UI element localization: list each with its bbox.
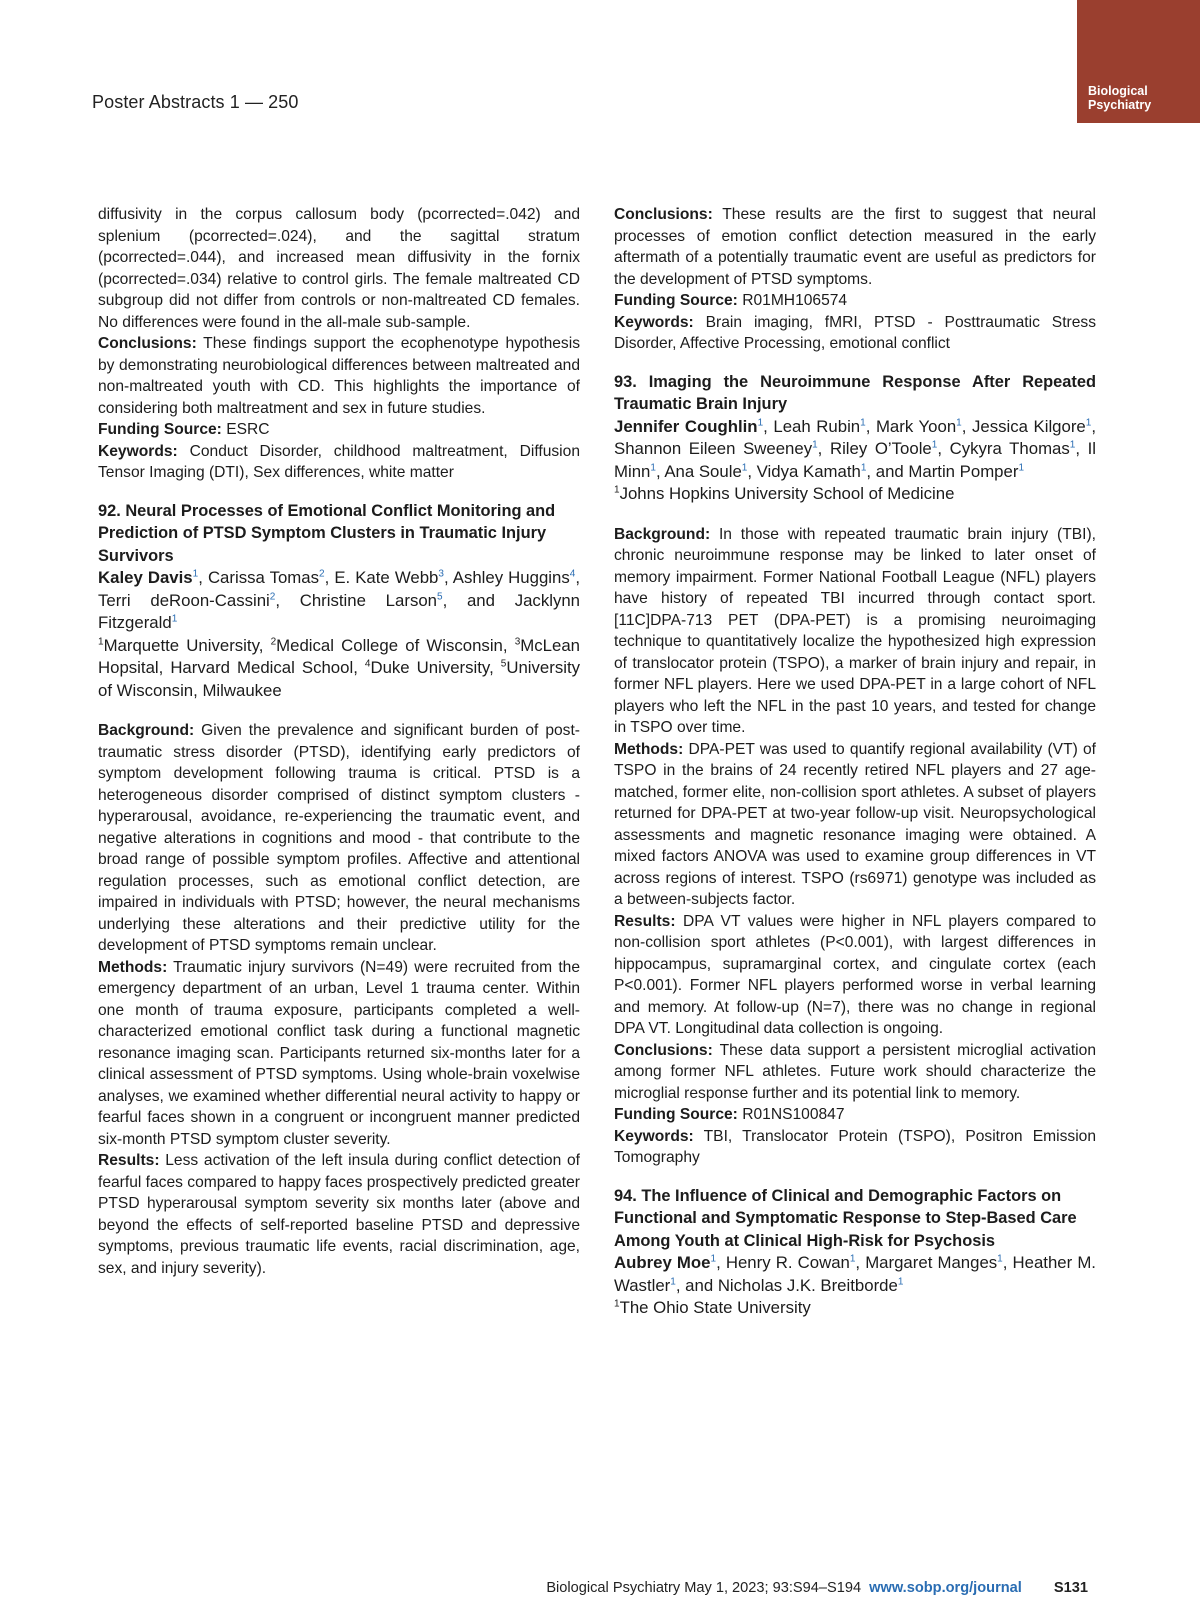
methods-text: DPA-PET was used to quantify regional availability (VT) of TSPO in the brains of 24 recently retired NFL players and 27 age-matched, former elite, non-collision sport athletes. A subset of players returned for DPA-PET at two-year follow-up visit. Neuropsychological assessments and magnetic resonance imaging were obtained. A mixed factors ANOVA was used to examine group differences in VT across regions of interest. TSPO (rs6971) genotype was included as a between-subjects factor. (614, 740, 1096, 908)
author-affiliation-marker: 1 (171, 613, 178, 625)
author-affiliation-marker: 1 (1018, 461, 1024, 473)
author-affiliation-marker: 3 (438, 568, 444, 580)
author-name: , Leah Rubin (763, 416, 861, 436)
footer-citation: Biological Psychiatry May 1, 2023; 93:S94–S194 (546, 1580, 862, 1596)
author-affiliation-marker: 1 (897, 1275, 904, 1287)
continuation-paragraph: diffusivity in the corpus callosum body (pcorrected=.042) and splenium (pcorrected=.024), and the sagittal stratum (pcorrected=.044), and increased mean diffusivity in the fornix (pcorrected=.034) relative to control girls. The female maltreated CD subgroup did not differ from controls or non-maltreated CD females. No differences were found in the all-male sub-sample. (98, 206, 580, 331)
abstract-92-methods (98, 957, 580, 1151)
abstract-92-first-author: Kaley Davis (98, 568, 193, 587)
author-name: , Mark Yoon (865, 416, 957, 436)
author-affiliation-marker: 1 (650, 461, 656, 473)
author-affiliation-marker: 1 (997, 1253, 1003, 1265)
journal-url-link[interactable]: www.sobp.org/journal (869, 1580, 1022, 1596)
keywords-label: Keywords: (614, 313, 694, 331)
conclusions-label: Conclusions: (614, 1041, 713, 1059)
abstract-92-keywords (614, 312, 1096, 355)
affiliation-marker: 5 (500, 658, 507, 670)
journal-brand-line1: Biological (1088, 84, 1148, 98)
affiliation-name: Marquette University, (103, 635, 271, 655)
page-footer (546, 1580, 1088, 1596)
abstract-92-affiliations (98, 635, 580, 703)
author-affiliation-marker: 1 (812, 439, 818, 451)
author-affiliation-marker: 1 (1085, 416, 1092, 428)
abstract-92-title: 92. Neural Processes of Emotional Conflict Monitoring and Prediction of PTSD Symptom Clusters in Traumatic Injury Survivors (98, 501, 556, 565)
author-name: , Cykyra Thomas (937, 439, 1070, 458)
abstract-93-authors: Jennifer Coughlin$^1$, Leah Rubin$^1$, Mark Yoon$^1$, Jessica Kilgore$^1$, Shannon Eileen Sweeney$^1$, Riley O’Toole$^1$, Cykyra Thomas$^1$, Il Minn$^1$, Ana Soule$^1$, Vidya Kamath$^1$, and Martin Pomper$^1$ (614, 416, 1097, 481)
author-name: , Christine Larson (275, 590, 437, 610)
author-name: , Margaret Manges (855, 1253, 998, 1272)
left-column (98, 204, 580, 1279)
author-affiliation-marker: 1 (860, 461, 867, 473)
funding-paragraph (98, 419, 580, 441)
abstract-93-first-author: Jennifer Coughlin (614, 416, 758, 436)
author-name: , and Nicholas J.K. Breitborde (675, 1275, 898, 1295)
keywords-label: Keywords: (614, 1127, 694, 1145)
keywords-text: TBI, Translocator Protein (TSPO), Positron Emission Tomography (614, 1127, 1096, 1166)
abstract-93-conclusions (614, 1040, 1096, 1105)
abstract-93-funding (614, 1104, 1096, 1126)
author-affiliation-marker: 1 (956, 416, 962, 428)
abstract-92-background (98, 720, 580, 957)
funding-label: Funding Source: (614, 1106, 738, 1123)
author-name: , E. Kate Webb (324, 568, 439, 587)
author-affiliation-marker: 1 (849, 1253, 856, 1265)
conclusions-text: These findings support the ecophenotype hypothesis by demonstrating neurobiological differences between maltreated and non-maltreated youth with CD. This highlights the importance of considering both maltreatment and sex in future studies. (98, 335, 580, 417)
author-affiliation-marker: 5 (437, 590, 443, 602)
author-affiliation-marker: 2 (319, 568, 325, 580)
abstract-92-funding (614, 290, 1096, 312)
background-label: Background: (98, 722, 195, 739)
affiliation-marker: 3 (514, 635, 521, 647)
page-number: S131 (1053, 1580, 1088, 1596)
affiliation-name: Medical College of Wisconsin, (276, 635, 515, 655)
abstract-92-authors: Kaley Davis$^1$, Carissa Tomas$^2$, E. Kate Webb$^3$, Ashley Huggins$^4$, Terri deRoon-Cassini$^2$, Christine Larson$^5$, and Jacklynn Fitzgerald$^1$ (98, 568, 580, 632)
results-text: DPA VT values were higher in NFL players compared to non-collision sport athletes (P<0.001), with largest differences in hippocampus, supramarginal cortex, and cingulate cortex (each P<0.001). Former NFL players performed worse in verbal learning and memory. At follow-up (N=7), there was no change in regional DPA VT. Longitudinal data collection is ongoing. (614, 912, 1096, 1037)
results-label: Results: (614, 912, 676, 930)
affiliation-name: Duke University, (370, 658, 501, 677)
funding-text: R01MH106574 (737, 292, 848, 309)
abstract-93-results (614, 911, 1096, 1040)
affiliation-name: University of Wisconsin, Milwaukee (98, 658, 580, 700)
abstract-94-first-author: Aubrey Moe (614, 1253, 711, 1272)
conclusions-label: Conclusions: (98, 335, 197, 352)
methods-label: Methods: (98, 958, 168, 976)
author-name: , Ana Soule (655, 461, 742, 481)
abstract-92-results (98, 1150, 580, 1279)
author-affiliation-marker: 1 (931, 439, 938, 451)
affiliation-marker: 1 (98, 635, 104, 647)
author-name: , and Jacklynn Fitzgerald (98, 590, 580, 632)
author-name: , Jessica Kilgore (961, 416, 1086, 436)
right-column (614, 204, 1096, 1320)
author-name: , Carissa Tomas (198, 568, 320, 587)
conclusions-paragraph (98, 333, 580, 419)
keywords-text: Conduct Disorder, childhood maltreatment, Diffusion Tensor Imaging (DTI), Sex differences, white matter (98, 442, 580, 481)
abstract-94-affiliation: $^1$The Ohio State University (614, 1298, 811, 1317)
author-affiliation-marker: 1 (741, 461, 748, 473)
background-text: Given the prevalence and significant burden of post-traumatic stress disorder (PTSD), identifying early predictors of symptom development following trauma is critical. PTSD is a heterogeneous disorder comprised of distinct symptom clusters - hyperarousal, avoidance, re-experiencing the traumatic event, and negative alterations in cognitions and mood - that contribute to the broad range of possible symptom profiles. Affective and attentional regulation processes, such as emotional conflict detection, are impaired in individuals with PTSD; however, the neural mechanisms underlying these alterations and their predictive utility for the development of PTSD symptoms remain unclear. (98, 722, 580, 954)
background-text: In those with repeated traumatic brain injury (TBI), chronic neuroimmune response may be linked to later onset of memory impairment. Former National Football League (NFL) players have history of repeated TBI incurred through contact sport. [11C]DPA-713 PET (DPA-PET) is a promising neuroimaging technique to quantitatively localize the hypothesized high expression of translocator protein (TSPO), a marker of brain injury and repair, in former NFL players. Here we used DPA-PET in a large cohort of NFL players who left the NFL in the past 10 years, and tested for change in TSPO over time. (614, 525, 1096, 736)
abstract-94-authors: Aubrey Moe$^1$, Henry R. Cowan$^1$, Margaret Manges$^1$, Heather M. Wastler$^1$, and Nicholas J.K. Breitborde$^1$ (614, 1253, 1096, 1295)
author-name: , Il Minn (614, 439, 1097, 481)
conclusions-label: Conclusions: (614, 206, 713, 223)
author-name: , Terri deRoon-Cassini (98, 568, 580, 610)
funding-label: Funding Source: (98, 421, 222, 438)
author-affiliation-marker: 1 (670, 1275, 676, 1287)
author-name: , and Martin Pomper (866, 461, 1019, 481)
results-text: Less activation of the left insula during conflict detection of fearful faces compared to happy faces prospectively predicted greater PTSD hyperarousal symptom severity six months later (above and beyond the effects of self-reported baseline PTSD and depressive symptoms, previous traumatic life events, racial discrimination, age, sex, and injury severity). (98, 1152, 580, 1277)
author-affiliation-marker: 1 (1069, 439, 1076, 451)
journal-brand-tab (1077, 0, 1200, 123)
keywords-text: Brain imaging, fMRI, PTSD - Posttraumatic Stress Disorder, Affective Processing, emotional conflict (614, 313, 1096, 352)
conclusions-text: These data support a persistent microglial activation among former NFL athletes. Future work should characterize the microglial response further and its potential link to memory. (614, 1041, 1096, 1102)
abstract-93-affiliation: $^1$Johns Hopkins University School of Medicine (614, 484, 955, 503)
keywords-paragraph (98, 441, 580, 484)
abstract-94-title: 94. The Influence of Clinical and Demographic Factors on Functional and Symptomatic Response to Step-Based Care Among Youth at Clinical High-Risk for Psychosis (614, 1186, 1077, 1250)
author-name: , Vidya Kamath (747, 461, 861, 481)
abstract-92-conclusions (614, 204, 1096, 290)
running-head: Poster Abstracts 1 — 250 (92, 92, 299, 112)
conclusions-text: These results are the first to suggest that neural processes of emotion conflict detection measured in the early aftermath of a potentially traumatic event are useful as predictors for the development of PTSD symptoms. (614, 206, 1096, 288)
methods-label: Methods: (614, 740, 684, 758)
keywords-label: Keywords: (98, 442, 178, 460)
journal-brand-line2: Psychiatry (1088, 98, 1152, 112)
funding-text: R01NS100847 (737, 1106, 845, 1123)
background-label: Background: (614, 525, 711, 543)
author-affiliation-marker: 1 (860, 416, 866, 428)
funding-text: ESRC (221, 421, 270, 438)
author-name: , Heather M. Wastler (614, 1253, 1096, 1295)
author-name: , Riley O’Toole (817, 439, 932, 458)
author-name: , Shannon Eileen Sweeney (614, 416, 1096, 458)
author-affiliation-marker: 2 (269, 590, 276, 602)
abstract-93-keywords (614, 1126, 1096, 1169)
affiliation-marker: 4 (364, 658, 371, 670)
author-name: , Ashley Huggins (443, 568, 570, 587)
results-label: Results: (98, 1152, 160, 1169)
affiliation-marker: 2 (270, 635, 277, 647)
methods-text: Traumatic injury survivors (N=49) were recruited from the emergency department of an urban, Level 1 trauma center. Within one month of trauma exposure, participants completed a well-characterized emotional conflict task during a functional magnetic resonance imaging scan. Participants returned six-months later for a clinical assessment of PTSD symptoms. Using whole-brain voxelwise analyses, we examined whether differential neural activity to happy or fearful faces shown in a congruent or incongruent manner predicted six-month PTSD symptom cluster severity. (98, 958, 580, 1148)
abstract-93-methods (614, 739, 1096, 911)
affiliation-name: McLean Hopsital, Harvard Medical School, (98, 635, 580, 677)
abstract-93-background (614, 524, 1096, 739)
abstract-93-title: 93. Imaging the Neuroimmune Response After Repeated Traumatic Brain Injury (614, 372, 1096, 413)
funding-label: Funding Source: (614, 292, 738, 309)
author-affiliation-marker: 4 (569, 568, 576, 580)
author-name: , Henry R. Cowan (716, 1253, 850, 1272)
